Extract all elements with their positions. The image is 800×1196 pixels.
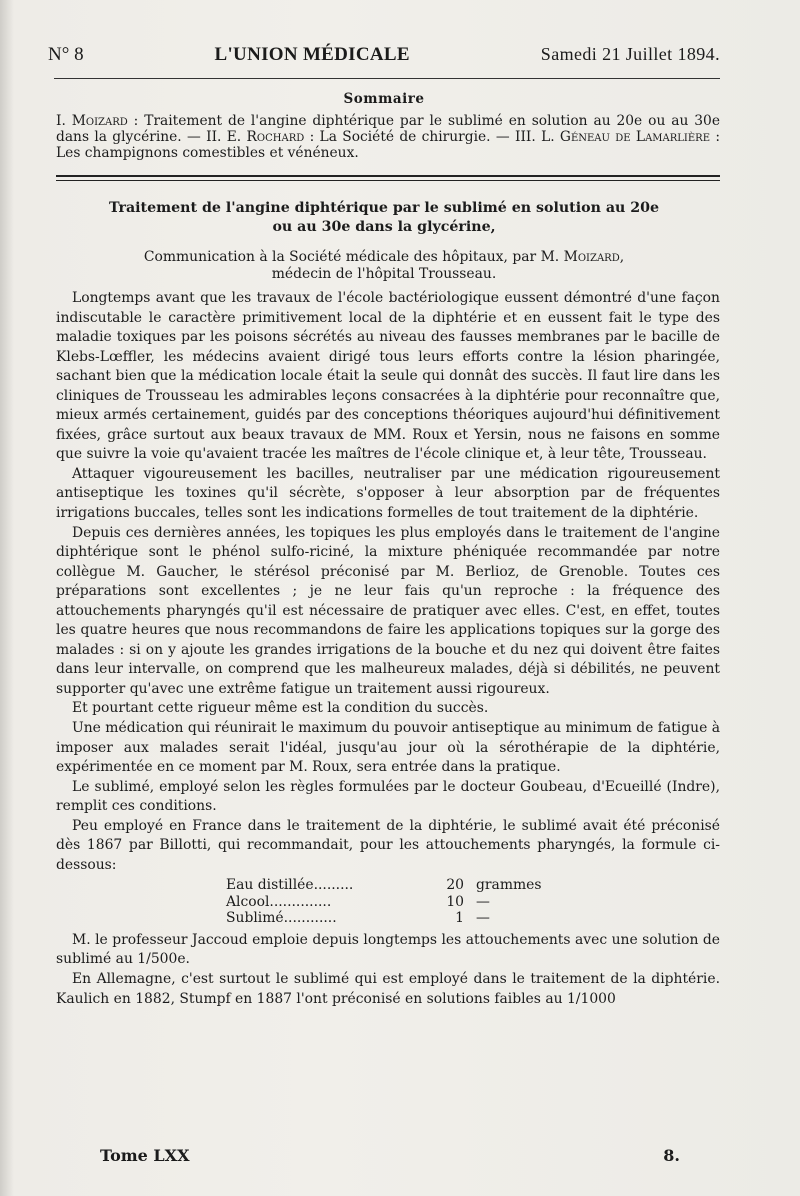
formula-quantity: 1 [455, 910, 464, 927]
sommaire-item3-author: L. Géneau de Lamarlière [541, 129, 711, 145]
byline-author: Moizard [563, 249, 620, 265]
page-header [48, 44, 720, 74]
paragraph: Longtemps avant que les travaux de l'école bactériologique eussent démontré d'une façon indiscutable le caractère primitivement local de la diphtérie et en eussent fait le type des maladie toxiques par les poisons sécrétés au niveau des fausses membranes par le bacille de Klebs-Lœffler, les médecins avaient dirigé tous leurs efforts contre la lésion pharingée, sachant bien que la médication locale était la seule qui donnât des succès. Il faut lire dans les cliniques de Trousseau les admirables leçons consacrées à la diphtérie pour reconnaître que, mieux armés certainement, guidés par des conceptions théoriques aujourd'hui définitivement fixées, grâce surtout aux beaux travaux de MM. Roux et Yersin, nous ne faisons en somme que suivre la voie qu'avaient tracée les maîtres de l'école clinique et, à leur tête, Trousseau. [56, 290, 720, 463]
article-title-line1: Traitement de l'angine diphtérique par le sublimé en solution au 20e [108, 200, 660, 216]
formula-unit: — [476, 893, 490, 910]
volume-label: Tome LXX [100, 1146, 190, 1165]
byline-comma: , [619, 249, 625, 265]
sommaire-item1-number: I. [56, 113, 66, 129]
paragraph: Depuis ces dernières années, les topiques les plus employés dans le traitement de l'angine diphtérique sont le phénol sulfo-riciné, la mixture phéniquée recommandée par notre collègue M. Gaucher, le stérésol préconisé par M. Berlioz, de Grenoble. Toutes ces préparations sont excellentes ; je ne leur fais qu'un reproche : la fréquence des attouchements pharyngés qu'il est nécessaire de pratiquer avec elles. C'est, en effet, toutes les quatre heures que nous recommandons de faire les applications topiques sur la gorge des malades : si on y ajoute les grandes irrigations de la bouche et du nez qui doivent être faites dans leur intervalle, on comprend que les malheureux malades, déjà si débilités, ne peuvent supporter qu'avec une extrême fatigue un traitement aussi rigoureux. [56, 524, 720, 697]
formula-unit: grammes [476, 877, 542, 894]
formula-unit: — [476, 910, 490, 927]
header-rule [54, 78, 720, 79]
sommaire-item2-author: E. Rochard [226, 129, 305, 145]
sommaire-item1-author: Moizard [71, 113, 128, 129]
formula-quantity: 20 [446, 877, 464, 894]
issue-date: Samedi 21 Juillet 1894. [540, 44, 720, 64]
issue-number: N° 8 [48, 44, 84, 65]
formula-quantity: 10 [446, 893, 464, 910]
sommaire-item1-text: : Traitement de l'angine diphtérique par le sublimé en solution au 20e ou au 30e dans la glycérine. — II. [56, 113, 720, 145]
paragraph: En Allemagne, c'est surtout le sublimé qui est employé dans le traitement de la diphtérie. Kaulich en 1882, Stumpf en 1887 l'ont préconisé en solutions faibles au 1/1000 [56, 971, 720, 1007]
formula-row [226, 877, 720, 894]
journal-title: L'UNION MÉDICALE [214, 44, 410, 65]
sommaire-item2-text: : La Société de chirurgie. — III. [304, 129, 542, 145]
sommaire-item3-text: : Les champignons comestibles et vénéneux. [56, 129, 720, 161]
paragraph: Peu employé en France dans le traitement de la diphtérie, le sublimé avait été préconisé dès 1867 par Billotti, qui recommandait, pour les attouchements pharyngés, la formule ci-dessous: [56, 817, 720, 873]
article-byline [48, 249, 720, 283]
paragraph: Le sublimé, employé selon les règles formulées par le docteur Goubeau, d'Ecueillé (Indre), remplit ces conditions. [56, 778, 720, 815]
section-rule [56, 175, 720, 181]
formula-row [226, 894, 720, 911]
sommaire-contents [48, 113, 720, 161]
paragraph: Attaquer vigoureusement les bacilles, neutraliser par une médication rigoureusement antiseptique les toxines qu'il sécrète, s'opposer à leur absorption par de fréquentes irrigations buccales, telles sont les indications formelles de tout traitement de la diphtérie. [56, 465, 720, 522]
formula-ingredient: Sublimé............ [226, 910, 337, 927]
page-footer [100, 1146, 680, 1165]
sommaire-title: Sommaire [343, 91, 425, 107]
paragraph: Et pourtant cette rigueur même est la condition du succès. [72, 700, 489, 717]
formula-table [226, 877, 720, 927]
article-title [48, 199, 720, 237]
formula-ingredient: Eau distillée......... [226, 877, 354, 894]
page-number: 8. [663, 1146, 680, 1165]
paragraph: M. le professeur Jaccoud emploie depuis longtemps les attouchements avec une solution de sublimé au 1/500e. [56, 931, 720, 968]
byline-line2: médecin de l'hôpital Trousseau. [271, 266, 497, 282]
formula-row [226, 910, 720, 927]
byline-line1 [48, 249, 720, 266]
paragraph: Une médication qui réunirait le maximum du pouvoir antiseptique au minimum de fatigue à imposer aux malades serait l'idéal, jusqu'au jour où la sérothérapie de la diphtérie, expérimentée en ce moment par M. Roux, sera entrée dans la pratique. [56, 720, 720, 776]
article-body [48, 289, 720, 1009]
byline-text: Communication à la Société médicale des hôpitaux, par M. [143, 249, 564, 265]
article-title-line2: ou au 30e dans la glycérine, [272, 219, 496, 235]
formula-ingredient: Alcool.............. [226, 893, 332, 910]
